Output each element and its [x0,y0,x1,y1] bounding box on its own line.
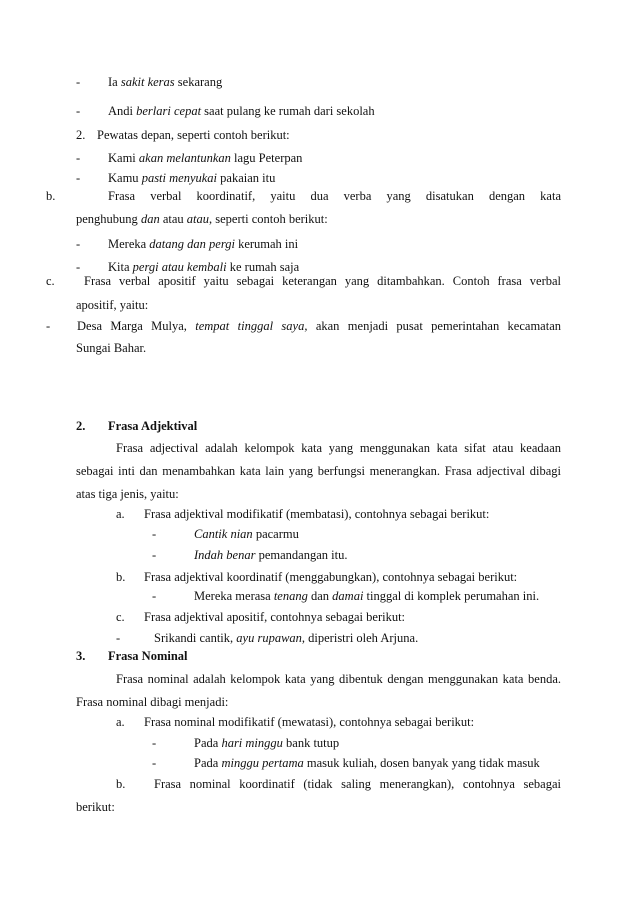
list-dash: - [76,104,81,118]
list-item-text: Frasa adjektival koordinatif (menggabungkan), contohnya sebagai berikut: [144,570,518,584]
list-dash: - [116,631,121,645]
paragraph-line: Frasa nominal dibagi menjadi: [76,695,229,709]
list-item-text: Frasa nominal modifikatif (mewatasi), contohnya sebagai berikut: [144,715,475,729]
list-dash: - [152,736,157,750]
paragraph-line: Frasa nominal koordinatif (tidak saling menerangkan), contohnya sebagai [154,777,561,791]
example-line: Pada hari minggu bank tutup [194,736,340,750]
paragraph-line: penghubung dan atau atau, seperti contoh berikut: [76,212,328,226]
list-dash: - [76,171,81,185]
list-dash: - [152,589,157,603]
list-dash: - [152,527,157,541]
paragraph-line: Frasa verbal koordinatif, yaitu dua verba yang disatukan dengan kata [108,189,561,203]
example-line: Mereka merasa tenang dan damai tinggal di komplek perumahan ini. [194,589,540,603]
paragraph-line: Frasa adjectival adalah kelompok kata yang menggunakan kata sifat atau keadaan [116,441,561,455]
paragraph-line: atas tiga jenis, yaitu: [76,487,179,501]
example-line: Srikandi cantik, ayu rupawan, diperistri oleh Arjuna. [154,631,419,645]
list-item-text: Pewatas depan, seperti contoh berikut: [97,128,290,142]
list-marker: c. [116,610,125,624]
section-number: 2. [76,419,86,433]
list-dash: - [152,548,157,562]
list-item-text: Frasa adjektival modifikatif (membatasi), contohnya sebagai berikut: [144,507,490,521]
list-number: 2. [76,128,86,142]
example-line: Indah benar pemandangan itu. [194,548,348,562]
example-line: Ia sakit keras sekarang [108,75,223,89]
list-marker: b. [116,777,126,791]
paragraph-line: sebagai inti dan menambahkan kata lain yang berfungsi menerangkan. Frasa adjectival dibagi [76,464,561,478]
list-marker: b. [116,570,126,584]
paragraph-line: Frasa verbal apositif yaitu sebagai keterangan yang ditambahkan. Contoh frasa verbal [84,274,561,288]
example-line: Kamu pasti menyukai pakaian itu [108,171,276,185]
paragraph-line: Desa Marga Mulya, tempat tinggal saya, akan menjadi pusat pemerintahan kecamatan [77,319,561,333]
list-item-text: Frasa adjektival apositif, contohnya sebagai berikut: [144,610,406,624]
list-dash: - [76,75,81,89]
example-line: Mereka datang dan pergi kerumah ini [108,237,299,251]
example-line: Kita pergi atau kembali ke rumah saja [108,260,300,274]
paragraph-line: Sungai Bahar. [76,341,147,355]
list-dash: - [76,237,81,251]
paragraph-line: Frasa nominal adalah kelompok kata yang dibentuk dengan menggunakan kata benda. [116,672,561,686]
list-dash: - [46,319,51,333]
example-line: Cantik nian pacarmu [194,527,299,541]
example-line: Andi berlari cepat saat pulang ke rumah dari sekolah [108,104,375,118]
list-dash: - [76,151,81,165]
list-marker: a. [116,715,125,729]
list-dash: - [152,756,157,770]
section-heading: Frasa Nominal [108,649,188,663]
list-dash: - [76,260,81,274]
list-marker: b. [46,189,56,203]
section-heading: Frasa Adjektival [108,419,198,433]
list-marker: c. [46,274,55,288]
section-number: 3. [76,649,86,663]
example-line: Pada minggu pertama masuk kuliah, dosen banyak yang tidak masuk [194,756,540,770]
paragraph-line: apositif, yaitu: [76,298,149,312]
example-line: Kami akan melantunkan lagu Peterpan [108,151,303,165]
list-marker: a. [116,507,125,521]
paragraph-line: berikut: [76,800,115,814]
